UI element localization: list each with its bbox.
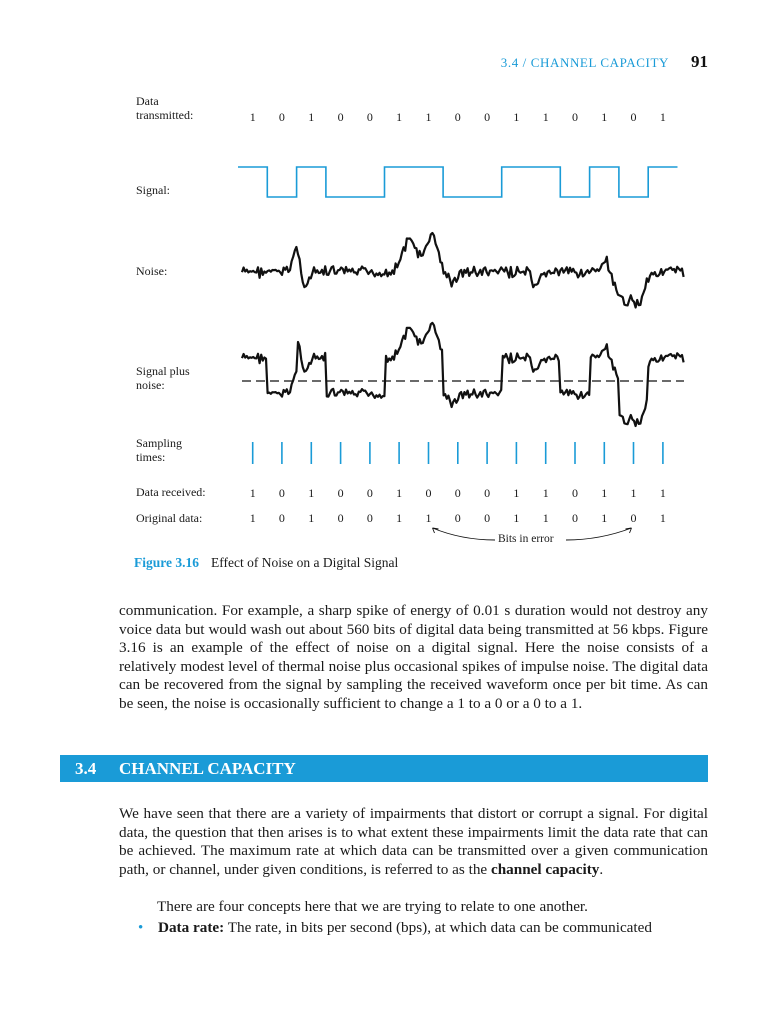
received-bit-7: 0 <box>454 486 461 500</box>
original-bit-10: 1 <box>542 511 549 525</box>
original-bit-5: 1 <box>396 511 403 525</box>
transmitted-bit-6: 1 <box>425 110 432 124</box>
original-bit-0: 1 <box>249 511 256 525</box>
original-bit-7: 0 <box>454 511 461 525</box>
label-signal-plus-noise: Signal plus noise: <box>136 364 190 392</box>
bits-in-error-label: Bits in error <box>498 533 554 545</box>
bullet-data-rate <box>140 919 708 938</box>
received-bit-1: 0 <box>278 486 285 500</box>
received-bit-6: 0 <box>425 486 432 500</box>
sampling-time-ticks <box>253 442 663 464</box>
original-bit-13: 0 <box>630 511 637 525</box>
received-bit-5: 1 <box>396 486 403 500</box>
label-original-data: Original data: <box>136 511 203 525</box>
transmitted-bit-0: 1 <box>249 110 256 124</box>
transmitted-bit-11: 0 <box>572 110 578 124</box>
term-data-rate: Data rate: <box>158 919 225 936</box>
transmitted-bit-2: 1 <box>308 110 315 124</box>
received-bit-4: 0 <box>366 486 373 500</box>
received-bit-2: 1 <box>308 486 315 500</box>
figure-number: Figure 3.16 <box>134 555 199 570</box>
signal-plus-noise-waveform <box>242 323 684 426</box>
transmitted-bit-7: 0 <box>454 110 461 124</box>
label-noise: Noise: <box>136 264 168 278</box>
transmitted-bit-1: 0 <box>278 110 285 124</box>
running-head-title: 3.4 / CHANNEL CAPACITY <box>500 55 669 70</box>
section-heading-bar <box>60 755 708 782</box>
original-bit-4: 0 <box>366 511 373 525</box>
original-bit-2: 1 <box>308 511 315 525</box>
original-data-bits <box>250 511 666 525</box>
paragraph-channel-capacity-intro: We have seen that there are a variety of impairments that distort or corrupt a signal. For digital data, the question that then arises is to what extent these impairments limit the data rate that can be achieved. The maximum rate at which data can be transmitted over a given communication path, or channel, under given conditions, is referred to as the <box>119 805 708 878</box>
noise-waveform <box>242 233 684 308</box>
original-bit-1: 0 <box>278 511 285 525</box>
received-bit-11: 0 <box>572 486 578 500</box>
received-bit-12: 1 <box>601 486 608 500</box>
received-bit-13: 1 <box>630 486 637 500</box>
label-data-transmitted: Data transmitted: <box>136 94 194 122</box>
data-received-bits <box>250 486 666 500</box>
section-title: CHANNEL CAPACITY <box>119 758 296 778</box>
transmitted-bit-3: 0 <box>337 110 344 124</box>
transmitted-bit-5: 1 <box>396 110 403 124</box>
bullet-data-rate-text <box>140 919 708 938</box>
original-bit-3: 0 <box>337 511 344 525</box>
paragraph-channel-capacity-end: . <box>599 860 604 878</box>
transmitted-bit-9: 1 <box>513 110 520 124</box>
paragraph-channel-capacity <box>119 805 708 879</box>
page-number: 91 <box>691 52 708 71</box>
original-bit-6: 1 <box>425 511 432 525</box>
received-bit-0: 1 <box>249 486 256 500</box>
label-sampling-times: Sampling times: <box>136 436 183 464</box>
section-number: 3.4 <box>75 758 97 778</box>
received-bit-3: 0 <box>337 486 344 500</box>
term-channel-capacity: channel capacity <box>490 860 600 878</box>
data-transmitted-bits <box>250 110 666 124</box>
bullet-data-rate-description: The rate, in bits per second (bps), at which data can be communicated <box>224 919 652 936</box>
original-bit-14: 1 <box>659 511 666 525</box>
error-arrow-left <box>433 528 496 540</box>
transmitted-bit-4: 0 <box>366 110 373 124</box>
paragraph-noise-example: communication. For example, a sharp spike of energy of 0.01 s duration would not destroy any voice data but would wash out about 560 bits of digital data being transmitted at 56 kbps. Figure 3.16 is an example of the effect of noise on a digital signal. Here the noise consists of a relatively modest level of thermal noise plus occasional spikes of impulse noise. The digital data can be recovered from the signal by sampling the received waveform once per bit time. As can be seen, the noise is occasionally sufficient to change a 1 to a 0 or a 0 to a 1. <box>119 602 708 712</box>
label-signal: Signal: <box>136 183 171 197</box>
received-bit-8: 0 <box>484 486 491 500</box>
received-bit-14: 1 <box>659 486 666 500</box>
error-arrow-right <box>566 528 632 540</box>
transmitted-bit-14: 1 <box>659 110 666 124</box>
original-bit-8: 0 <box>484 511 491 525</box>
transmitted-bit-10: 1 <box>542 110 549 124</box>
transmitted-bit-8: 0 <box>484 110 491 124</box>
original-bit-12: 1 <box>601 511 608 525</box>
transmitted-bit-12: 1 <box>601 110 608 124</box>
signal-waveform <box>238 167 678 197</box>
label-data-received: Data received: <box>136 485 206 499</box>
transmitted-bit-13: 0 <box>630 110 637 124</box>
figure-caption <box>134 555 398 571</box>
received-bit-9: 1 <box>513 486 520 500</box>
bullet-dot-icon: • <box>138 920 144 936</box>
original-bit-9: 1 <box>513 511 520 525</box>
received-bit-10: 1 <box>542 486 549 500</box>
original-bit-11: 0 <box>572 511 578 525</box>
paragraph-four-concepts: There are four concepts here that we are trying to relate to one another. <box>157 898 588 915</box>
figure-caption-text: Effect of Noise on a Digital Signal <box>211 555 399 570</box>
